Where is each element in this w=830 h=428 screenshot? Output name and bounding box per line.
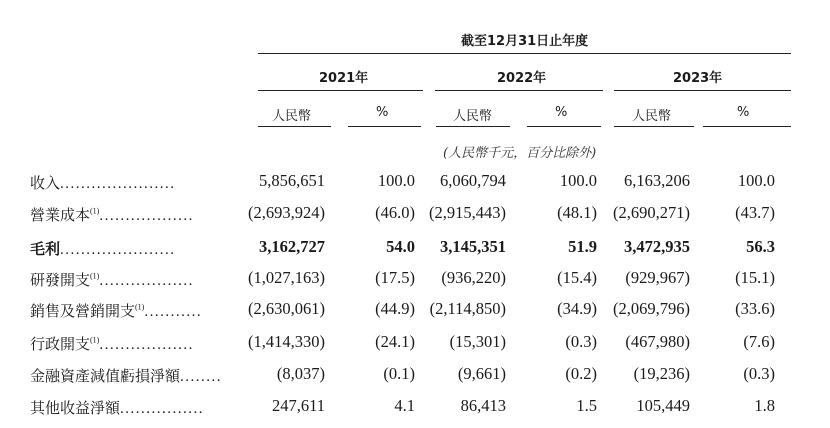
amount-cell: 86,413 xyxy=(460,396,506,415)
currency-underline-2023 xyxy=(614,126,694,127)
percent-underline-2021 xyxy=(348,126,421,127)
amount-cell: (1,027,163) xyxy=(248,268,325,287)
leader-dots: ...................... xyxy=(60,242,176,258)
amount-cell: (929,967) xyxy=(625,268,690,287)
period-underline xyxy=(258,53,791,54)
leader-dots: .................. xyxy=(99,208,194,224)
row-label xyxy=(30,172,176,193)
percent-cell: 1.8 xyxy=(754,396,775,415)
amount-cell: (936,220) xyxy=(441,268,506,287)
row-label-text: 研發開支 xyxy=(30,271,91,289)
amount-cell: (2,114,850) xyxy=(429,299,506,318)
percent-cell: (15.4) xyxy=(557,268,597,287)
percent-cell: (44.9) xyxy=(375,299,415,318)
row-label-text: 收入 xyxy=(30,174,61,192)
percent-cell: 100.0 xyxy=(377,171,415,190)
row-label xyxy=(30,238,176,259)
row-label-text: 金融資產減值虧損淨額 xyxy=(30,367,181,385)
row-label xyxy=(30,204,194,225)
amount-cell: (9,661) xyxy=(457,364,506,383)
percent-cell: (0.1) xyxy=(383,364,415,383)
footnote-marker: (1) xyxy=(90,335,100,345)
row-label-text: 行政開支 xyxy=(30,335,91,353)
amount-cell: 6,060,794 xyxy=(440,171,506,190)
leader-dots: .................. xyxy=(99,337,194,353)
leader-dots: ................ xyxy=(120,401,205,417)
currency-header-2021: 人民幣 xyxy=(272,109,312,124)
percent-cell: (7.6) xyxy=(743,332,775,351)
amount-cell: 247,611 xyxy=(271,396,325,415)
percent-cell: (0.3) xyxy=(565,332,597,351)
amount-cell: (467,980) xyxy=(625,332,690,351)
amount-cell: 105,449 xyxy=(636,396,690,415)
amount-cell: (19,236) xyxy=(633,364,690,383)
amount-cell: (2,693,924) xyxy=(248,203,325,222)
percent-cell: (15.1) xyxy=(735,268,775,287)
percent-underline-2022 xyxy=(527,126,601,127)
currency-header-2022: 人民幣 xyxy=(453,109,493,124)
leader-dots: ...................... xyxy=(60,176,176,192)
unit-note: (人民幣千元，百分比除外) xyxy=(443,146,597,161)
amount-cell: (2,690,271) xyxy=(613,203,690,222)
percent-cell: 100.0 xyxy=(737,171,775,190)
row-label-text: 營業成本 xyxy=(30,206,91,224)
row-label xyxy=(30,300,202,321)
amount-cell: 3,162,727 xyxy=(259,237,325,256)
year-2023-header: 2023年 xyxy=(673,71,723,86)
row-label xyxy=(30,269,194,290)
year-2023-underline xyxy=(614,90,791,91)
footnote-marker: (1) xyxy=(135,302,145,312)
percent-underline-2023 xyxy=(703,126,791,127)
row-label xyxy=(30,333,194,354)
row-label-text: 其他收益淨額 xyxy=(30,399,121,417)
year-2021-underline xyxy=(258,90,423,91)
row-label-text: 銷售及營銷開支 xyxy=(30,302,136,320)
leader-dots: .................. xyxy=(99,273,194,289)
amount-cell: (8,037) xyxy=(276,364,325,383)
percent-cell: (34.9) xyxy=(557,299,597,318)
currency-underline-2021 xyxy=(258,126,331,127)
amount-cell: 3,145,351 xyxy=(440,237,506,256)
percent-cell: (46.0) xyxy=(375,203,415,222)
percent-cell: (0.2) xyxy=(565,364,597,383)
row-label xyxy=(30,397,204,418)
amount-cell: (1,414,330) xyxy=(248,332,325,351)
percent-cell: (24.1) xyxy=(375,332,415,351)
footnote-marker: (1) xyxy=(90,206,100,216)
percent-cell: (43.7) xyxy=(735,203,775,222)
year-2021-header: 2021年 xyxy=(319,71,369,86)
currency-underline-2022 xyxy=(436,126,510,127)
year-2022-underline xyxy=(435,90,603,91)
amount-cell: 5,856,651 xyxy=(259,171,325,190)
footnote-marker: (1) xyxy=(90,271,100,281)
percent-cell: 51.9 xyxy=(568,237,597,256)
percent-cell: 4.1 xyxy=(394,396,415,415)
percent-cell: (48.1) xyxy=(557,203,597,222)
leader-dots: ........... xyxy=(144,304,203,320)
amount-cell: (2,915,443) xyxy=(429,203,506,222)
percent-header-2022: % xyxy=(555,105,568,120)
amount-cell: 6,163,206 xyxy=(624,171,690,190)
currency-header-2023: 人民幣 xyxy=(632,109,672,124)
percent-header-2023: % xyxy=(737,105,750,120)
row-label xyxy=(30,365,222,386)
period-header: 截至12月31日止年度 xyxy=(461,34,589,49)
row-label-text: 毛利 xyxy=(30,240,61,258)
percent-cell: 1.5 xyxy=(576,396,597,415)
percent-cell: 56.3 xyxy=(746,237,775,256)
amount-cell: (2,069,796) xyxy=(613,299,690,318)
percent-cell: 100.0 xyxy=(559,171,597,190)
amount-cell: (2,630,061) xyxy=(248,299,325,318)
percent-cell: 54.0 xyxy=(386,237,415,256)
amount-cell: (15,301) xyxy=(449,332,506,351)
amount-cell: 3,472,935 xyxy=(624,237,690,256)
percent-cell: (33.6) xyxy=(735,299,775,318)
leader-dots: ........ xyxy=(180,369,223,385)
year-2022-header: 2022年 xyxy=(497,71,547,86)
percent-cell: (17.5) xyxy=(375,268,415,287)
percent-cell: (0.3) xyxy=(743,364,775,383)
percent-header-2021: % xyxy=(376,105,389,120)
